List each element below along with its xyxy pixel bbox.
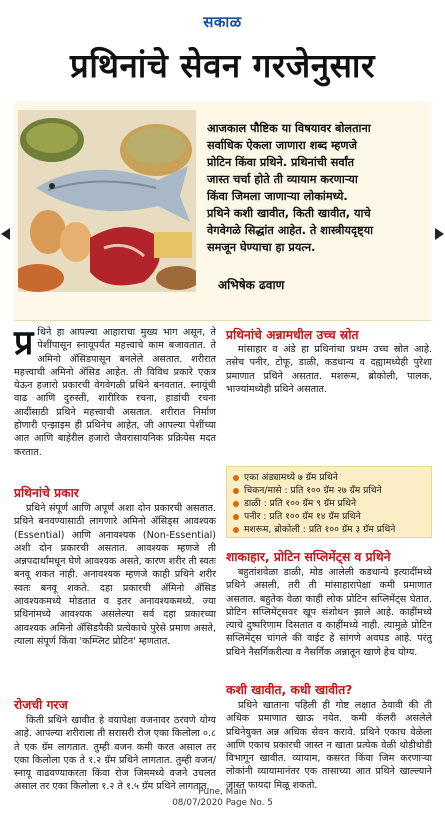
paragraph-text: प्रथिने संपूर्ण आणि अपूर्ण अशा दोन प्रकारची असतात. प्रथिने बनवण्यासाठी लागणारे अमिनो ॲसिड्स आवश्यक (Essential) आणि अनावश्यक (Non-Essential) अशी दोन प्रकारची असतात. आवश्यक म्हणजे ती अन्नपदार्थांमधून घेणे आवश्यक असते, कारण शरीर ती स्वतः बनवू शकत नाही. अनावश्यक म्हणजे काही प्रथिने शरीर स्वतः बनवू शकते. दहा प्रकारची ॲमिनो ॲसिड आवश्यकमध्ये मोडतात व इतर अनावश्यकमध्ये. ज्या प्रथिनांमध्ये आवश्यक असलेल्या सर्व दहा प्रकारच्या आवश्यक अमिनो ॲसिडपैकी प्रत्येकाचे पुरेसे प्रमाण असते, त्याला संपूर्ण किंवा 'कम्प्लिट प्रोटिन' म्हणतात. bbox=[14, 503, 216, 647]
right-column-paragraph-2 bbox=[226, 566, 432, 662]
paragraph-text: मांसाहार व अंडे हा प्रथिनांचा प्रथम उच्च स्रोत आहे. तसेच पनीर, टोफू, डाळी, कडधान्य व दह्यामध्येही पुरेशा प्रमाणात प्रथिने असतात. मशरूम, ब्रोकोली, पालक, भाज्यांमध्येही प्रथिने असतात. bbox=[226, 344, 432, 395]
right-column-paragraph-1 bbox=[226, 343, 432, 399]
newspaper-masthead: सकाळ bbox=[203, 13, 242, 31]
list-item: पनीर : प्रति १०० ग्रॅम १४ ग्रॅम प्रथिने bbox=[233, 510, 425, 523]
left-column-paragraph-1 bbox=[14, 323, 216, 462]
paragraph-text: प्रथिने खाताना पहिली ही गोष्ट लक्षात ठेवावी की ती अधिक प्रमाणात खाऊ नयेत. कमी कॅलरी असलेले प्रथिनेयुक्त अन्न अधिक सेवन करावे. प्रथिने एकाच वेळेला आणि एकाच प्रकारची जास्त न खाता प्रत्येक वेळी थोडीथोडी विभागून खावीत. व्यायाम, कसरत किंवा जिम करणाऱ्या लोकांनी व्यायामानंतर एक तासाच्या आत प्रथिने खाल्ल्याने जास्त फायदा मिळू शकतो. bbox=[226, 700, 432, 791]
intro-line: सर्वाधिक ऐकला जाणारा शब्द म्हणजे bbox=[207, 139, 357, 152]
bullet-icon bbox=[233, 514, 239, 520]
next-page-arrow-icon[interactable] bbox=[435, 228, 444, 240]
bullet-icon bbox=[233, 475, 239, 481]
date-page-label: 08/07/2020 Page No. 5 bbox=[172, 798, 273, 808]
paragraph-text: बहुतांशवेळा डाळी, मोड आलेली कडधान्ये इत्यादींमध्ये प्रथिने असली, तरी ती मांसाहारापेक्षा कमी प्रमाणात असतात. बहुतेक वेळा काही लोक प्रोटिन सप्लिमेंट्स घेतात. प्रोटिन सप्लिमेंट्सवर खूप संशोधन झाले आहे. काहींमध्ये त्याचे दुष्परिणाम दिसतात व काहींमध्ये नाही. त्यामुळे प्रोटिन सप्लिमेंट्स चांगले की वाईट हे सांगणे अवघड आहे. परंतु प्रथिने नैसर्गिकरीत्या व नैसर्गिक अन्नातून खाणे हेच योग्य. bbox=[226, 567, 432, 658]
edition-label: Pune, Main bbox=[198, 787, 247, 797]
bullet-icon bbox=[233, 488, 239, 494]
section-heading-vegetarian-supplements: शाकाहार, प्रोटिन सप्लिमेंट्स व प्रथिने bbox=[226, 550, 391, 564]
list-item: मशरूम, ब्रोकोली : प्रति १०० ग्रॅम ३ ग्रॅम प्रथिने bbox=[233, 523, 425, 536]
intro-line: प्रोटिन किंवा प्रथिने. प्रथिनांची सर्वांत bbox=[207, 156, 355, 169]
cheese bbox=[154, 232, 192, 258]
intro-text bbox=[207, 120, 432, 256]
bullet-icon bbox=[233, 501, 239, 507]
protein-foods-image bbox=[18, 110, 196, 292]
section-heading-how-when-to-eat: कशी खावीत, कधी खावीत? bbox=[226, 683, 353, 697]
intro-line: आजकाल पौष्टिक या विषयावर बोलताना bbox=[207, 122, 371, 135]
drop-cap: प्र bbox=[14, 323, 34, 363]
protein-content-list bbox=[226, 466, 432, 538]
section-heading-food-sources: प्रथिनांचे अन्नामधील उच्च स्रोत bbox=[226, 328, 359, 342]
intro-line: प्रथिने कशी खावीत, किती खावीत, याचे bbox=[207, 207, 371, 220]
intro-line: समजून घेण्याचा हा प्रयत्न. bbox=[207, 241, 316, 254]
list-item: एका अंड्यामध्ये ७ ग्रॅम प्रथिने bbox=[233, 471, 425, 484]
author-name: अभिषेक ढवाण bbox=[218, 278, 285, 292]
section-heading-daily-need: रोजची गरज bbox=[14, 698, 68, 712]
previous-page-arrow-icon[interactable] bbox=[1, 228, 10, 240]
paragraph-text: किती प्रथिने खावीत हे वयापेक्षा वजनावर ठरवणे योग्य आहे. आपल्या शरीराला ती सरासरी रोज एका किलोला ०.८ ते एक ग्रॅम लागतात. तुम्ही वजन कमी करत असाल तर एका किलोला एक ते १.२ ग्रॅम प्रथिने लागतात. तुम्ही वजन/स्नायू वाढवण्याकरता किंवा रोज जिममध्ये वजने उचलत असाल तर एका किलोला १.२ ते १.५ ग्रॅम प्रथिने लागतात. bbox=[14, 715, 216, 793]
intro-line: वेगवेगळे सिद्धांत आहेत. ते शास्त्रीयदृष्ट्या bbox=[207, 224, 374, 237]
intro-line: किंवा जिमला जाणाऱ्या लोकांमध्ये. bbox=[207, 190, 348, 203]
intro-line: जास्त चर्चा होते ती व्यायाम करणाऱ्या bbox=[207, 173, 358, 186]
egg bbox=[60, 222, 92, 262]
red-meat bbox=[90, 227, 160, 285]
section-heading-protein-types: प्रथिनांचे प्रकार bbox=[14, 486, 79, 500]
list-item: चिकन/मासे : प्रति १०० ग्रॅम २७ ग्रॅम प्रथिने bbox=[233, 484, 425, 497]
bullet-icon bbox=[233, 527, 239, 533]
right-column-paragraph-3 bbox=[226, 699, 432, 795]
left-column-paragraph-3 bbox=[14, 714, 216, 797]
list-item: डाळी : प्रति १०० ग्रॅम ९ ग्रॅम प्रथिने bbox=[233, 497, 425, 510]
paragraph-text: थिने हा आपल्या आहाराचा मुख्य भाग असून, ते पेशींपासून स्नायूपर्यंत महत्त्वाचे काम बजावतात. ते अमिनो ॲसिडपासून बनलेले असतात. शरीरात महत्त्वाची अमिनो ॲसिड आहेत. ती विविध प्रकारे एकत्र येऊन हजारो प्रकारची वेगवेगळी प्रथिने बनवतात. स्नायूंची वाढ आणि दुरुस्ती, शारीरिक रचना, हाडांची रचना आदींसाठी प्रथिने महत्त्वाची असतात. शरीरात निर्माण होणारी एन्झाइम ही प्रथिनेच आहेत, जी आपल्या पेशींच्या आत आणि बाहेरील हजारो जैवरासायनिक प्रक्रियेस मदत करतात. bbox=[14, 327, 216, 458]
article-headline: प्रथिनांचे सेवन गरजेनुसार bbox=[70, 46, 375, 85]
left-column-paragraph-2 bbox=[14, 502, 216, 651]
